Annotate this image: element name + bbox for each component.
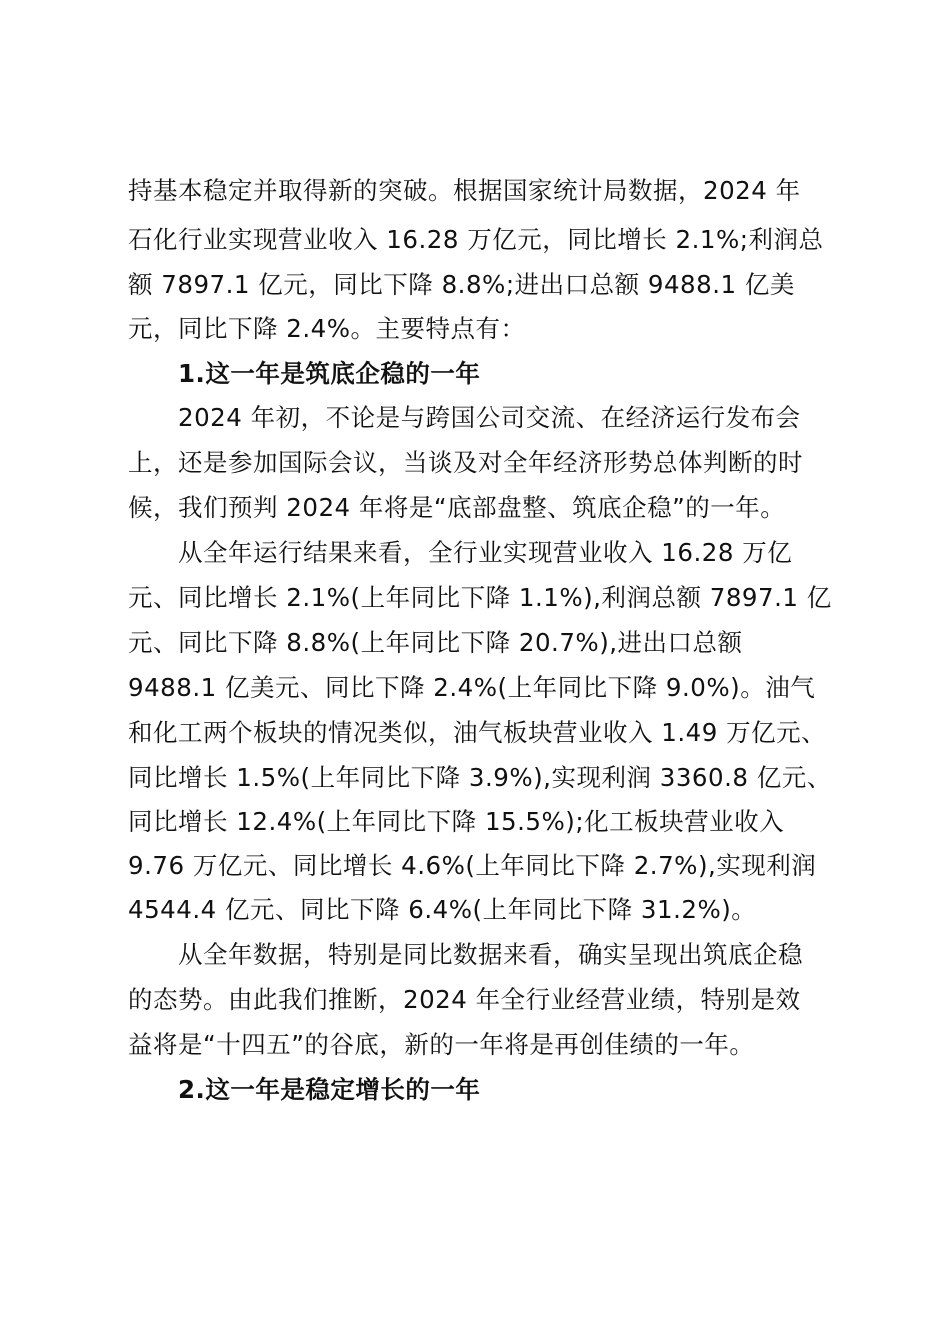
paragraph-line: 2024 年初，不论是与跨国公司交流、在经济运行发布会 (178, 403, 801, 432)
paragraph-line: 和化工两个板块的情况类似，油气板块营业收入 1.49 万亿元、 (128, 718, 827, 747)
paragraph-line: 同比增长 12.4%(上年同比下降 15.5%);化工板块营业收入 (128, 807, 785, 836)
paragraph-line: 候，我们预判 2024 年将是“底部盘整、筑底企稳”的一年。 (128, 493, 786, 522)
paragraph-line: 元、同比增长 2.1%(上年同比下降 1.1%),利润总额 7897.1 亿 (128, 583, 832, 612)
paragraph-line: 持基本稳定并取得新的突破。根据国家统计局数据，2024 年 (128, 176, 801, 205)
paragraph-line: 4544.4 亿元、同比下降 6.4%(上年同比下降 31.2%)。 (128, 895, 757, 924)
paragraph-line: 上，还是参加国际会议，当谈及对全年经济形势总体判断的时 (128, 448, 803, 477)
paragraph-line: 9.76 万亿元、同比增长 4.6%(上年同比下降 2.7%),实现利润 (128, 851, 817, 880)
paragraph-line: 石化行业实现营业收入 16.28 万亿元，同比增长 2.1%;利润总 (128, 225, 824, 254)
paragraph-line: 的态势。由此我们推断，2024 年全行业经营业绩，特别是效 (128, 985, 801, 1014)
paragraph-line: 元，同比下降 2.4%。主要特点有： (128, 314, 526, 343)
paragraph-line: 额 7897.1 亿元，同比下降 8.8%;进出口总额 9488.1 亿美 (128, 270, 795, 299)
paragraph-line: 从全年数据，特别是同比数据来看，确实呈现出筑底企稳 (178, 940, 803, 969)
paragraph-line: 益将是“十四五”的谷底，新的一年将是再创佳绩的一年。 (128, 1030, 755, 1059)
section-heading-1: 1.这一年是筑底企稳的一年 (178, 359, 481, 388)
paragraph-line: 从全年运行结果来看，全行业实现营业收入 16.28 万亿 (178, 538, 793, 567)
section-heading-2: 2.这一年是稳定增长的一年 (178, 1075, 481, 1104)
paragraph-line: 元、同比下降 8.8%(上年同比下降 20.7%),进出口总额 (128, 628, 743, 657)
paragraph-line: 9488.1 亿美元、同比下降 2.4%(上年同比下降 9.0%)。油气 (128, 673, 816, 702)
paragraph-line: 同比增长 1.5%(上年同比下降 3.9%),实现利润 3360.8 亿元、 (128, 763, 832, 792)
